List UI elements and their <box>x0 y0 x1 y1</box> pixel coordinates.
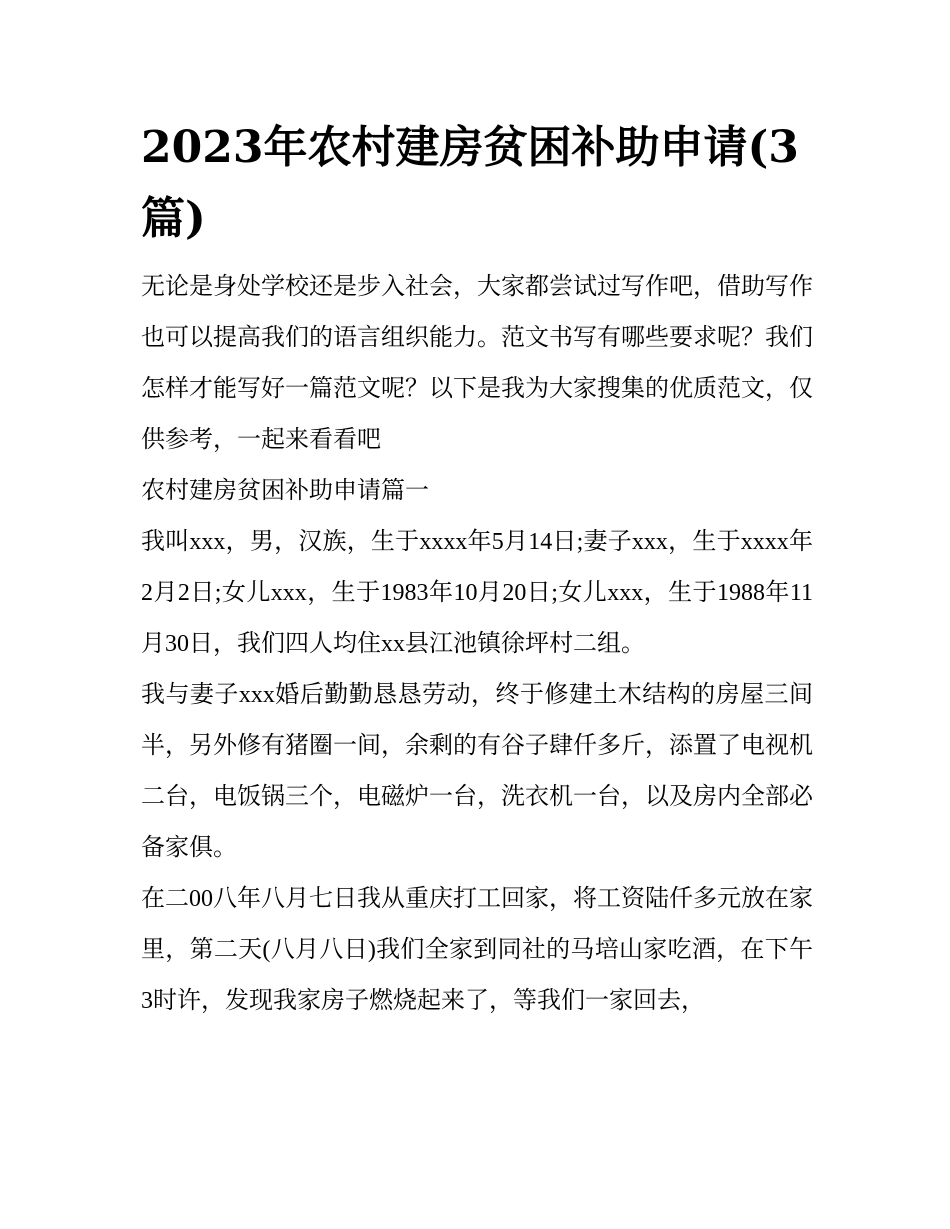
document-title: 2023年农村建房贫困补助申请(3篇) <box>141 122 799 244</box>
body-paragraph-2: 我与妻子xxx婚后勤勤恳恳劳动，终于修建土木结构的房屋三间半，另外修有猪圈一间，余剩的有谷子肆仟多斤，添置了电视机二台，电饭锅三个，电磁炉一台，洗衣机一台，以及房内全部必备家俱。 <box>141 682 813 861</box>
document-page <box>141 112 813 1027</box>
body-paragraph-1: 我叫xxx，男，汉族，生于xxxx年5月14日;妻子xxx，生于xxxx年2月2日;女儿xxx，生于1983年10月20日;女儿xxx，生于1988年11月30日，我们四人均住xx县江池镇徐坪村二组。 <box>141 529 813 657</box>
body-paragraph-3: 在二00八年八月七日我从重庆打工回家，将工资陆仟多元放在家里，第二天(八月八日)我们全家到同社的马培山家吃酒，在下午3时许，发现我家房子燃烧起来了，等我们一家回去， <box>141 886 813 1014</box>
intro-paragraph: 无论是身处学校还是步入社会，大家都尝试过写作吧，借助写作也可以提高我们的语言组织能力。范文书写有哪些要求呢？我们怎样才能写好一篇范文呢？以下是我为大家搜集的优质范文，仅供参考，一起来看看吧 <box>141 274 813 453</box>
section-heading: 农村建房贫困补助申请篇一 <box>141 478 429 504</box>
